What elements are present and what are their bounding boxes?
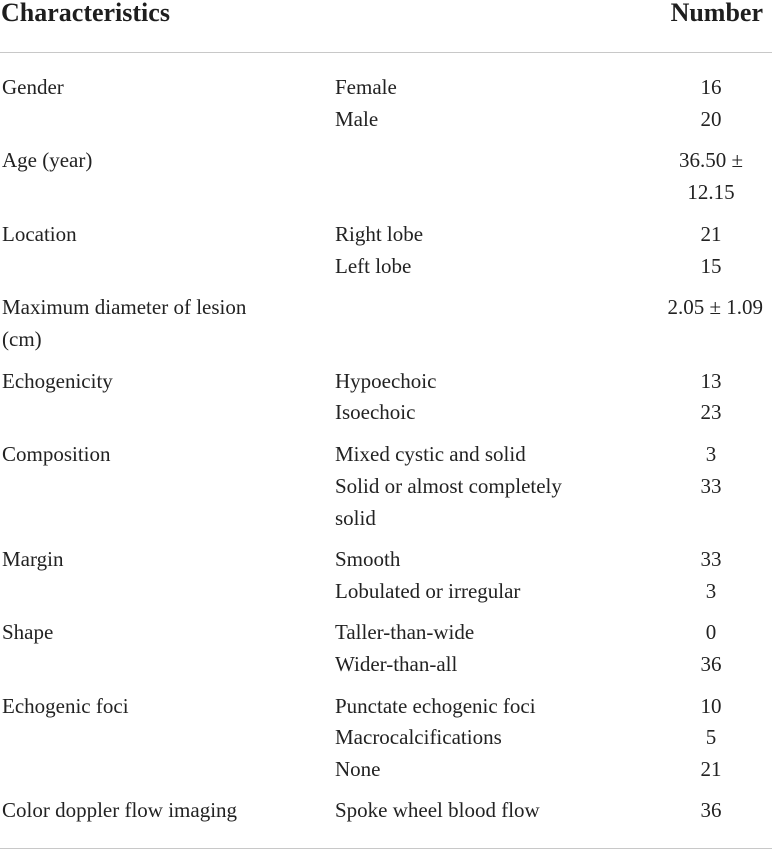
subcat-left-lobe: Left lobe: [335, 254, 412, 278]
value-diameter: 2.05 ± 1.09: [667, 295, 763, 319]
subcat-wider: Wider-than-all: [335, 652, 458, 676]
subcat-isoechoic: Isoechoic: [335, 400, 416, 424]
row-label-gender: Gender: [2, 75, 64, 99]
subcat-none: None: [335, 757, 381, 781]
row-label-age: Age (year): [2, 148, 93, 172]
subcat-lobulated: Lobulated or irregular: [335, 579, 521, 603]
subcat-mixed: Mixed cystic and solid: [335, 442, 526, 466]
subcat-smooth: Smooth: [335, 547, 401, 571]
value-female: 16: [700, 75, 722, 99]
value-macro: 5: [705, 725, 717, 749]
value-right-lobe: 21: [700, 222, 722, 246]
row-label-diameter-line1: Maximum diameter of lesion: [2, 295, 247, 319]
row-label-foci: Echogenic foci: [2, 694, 129, 718]
value-taller: 0: [705, 620, 717, 644]
value-age-line1: 36.50 ±: [678, 148, 744, 172]
subcat-spoke: Spoke wheel blood flow: [335, 798, 540, 822]
row-label-doppler: Color doppler flow imaging: [2, 798, 238, 822]
subcat-punctate: Punctate echogenic foci: [335, 694, 536, 718]
value-solid: 33: [700, 474, 722, 498]
value-left-lobe: 15: [700, 254, 722, 278]
row-label-composition: Composition: [2, 442, 111, 466]
table-bottom-rule: [0, 848, 772, 849]
value-hypoechoic: 13: [700, 369, 722, 393]
subcat-solid-line1: Solid or almost completely: [335, 474, 562, 498]
subcat-solid-line2: solid: [335, 506, 376, 530]
value-punctate: 10: [700, 694, 722, 718]
table-header: [0, 0, 772, 53]
subcat-right-lobe: Right lobe: [335, 222, 424, 246]
value-age-line2: 12.15: [687, 180, 735, 204]
value-smooth: 33: [700, 547, 722, 571]
value-none: 21: [700, 757, 722, 781]
row-label-diameter-line2: (cm): [2, 327, 42, 351]
value-isoechoic: 23: [700, 400, 722, 424]
header-number: Number: [670, 0, 763, 27]
value-lobulated: 3: [705, 579, 717, 603]
value-mixed: 3: [705, 442, 717, 466]
value-spoke: 36: [700, 798, 722, 822]
row-label-location: Location: [2, 222, 77, 246]
value-male: 20: [700, 107, 722, 131]
subcat-female: Female: [335, 75, 397, 99]
row-label-echogenicity: Echogenicity: [2, 369, 113, 393]
subcat-macro: Macrocalcifications: [335, 725, 502, 749]
subcat-male: Male: [335, 107, 379, 131]
row-label-margin: Margin: [2, 547, 64, 571]
header-characteristics: Characteristics: [1, 0, 170, 27]
value-wider: 36: [700, 652, 722, 676]
subcat-hypoechoic: Hypoechoic: [335, 369, 437, 393]
subcat-taller: Taller-than-wide: [335, 620, 475, 644]
row-label-shape: Shape: [2, 620, 54, 644]
